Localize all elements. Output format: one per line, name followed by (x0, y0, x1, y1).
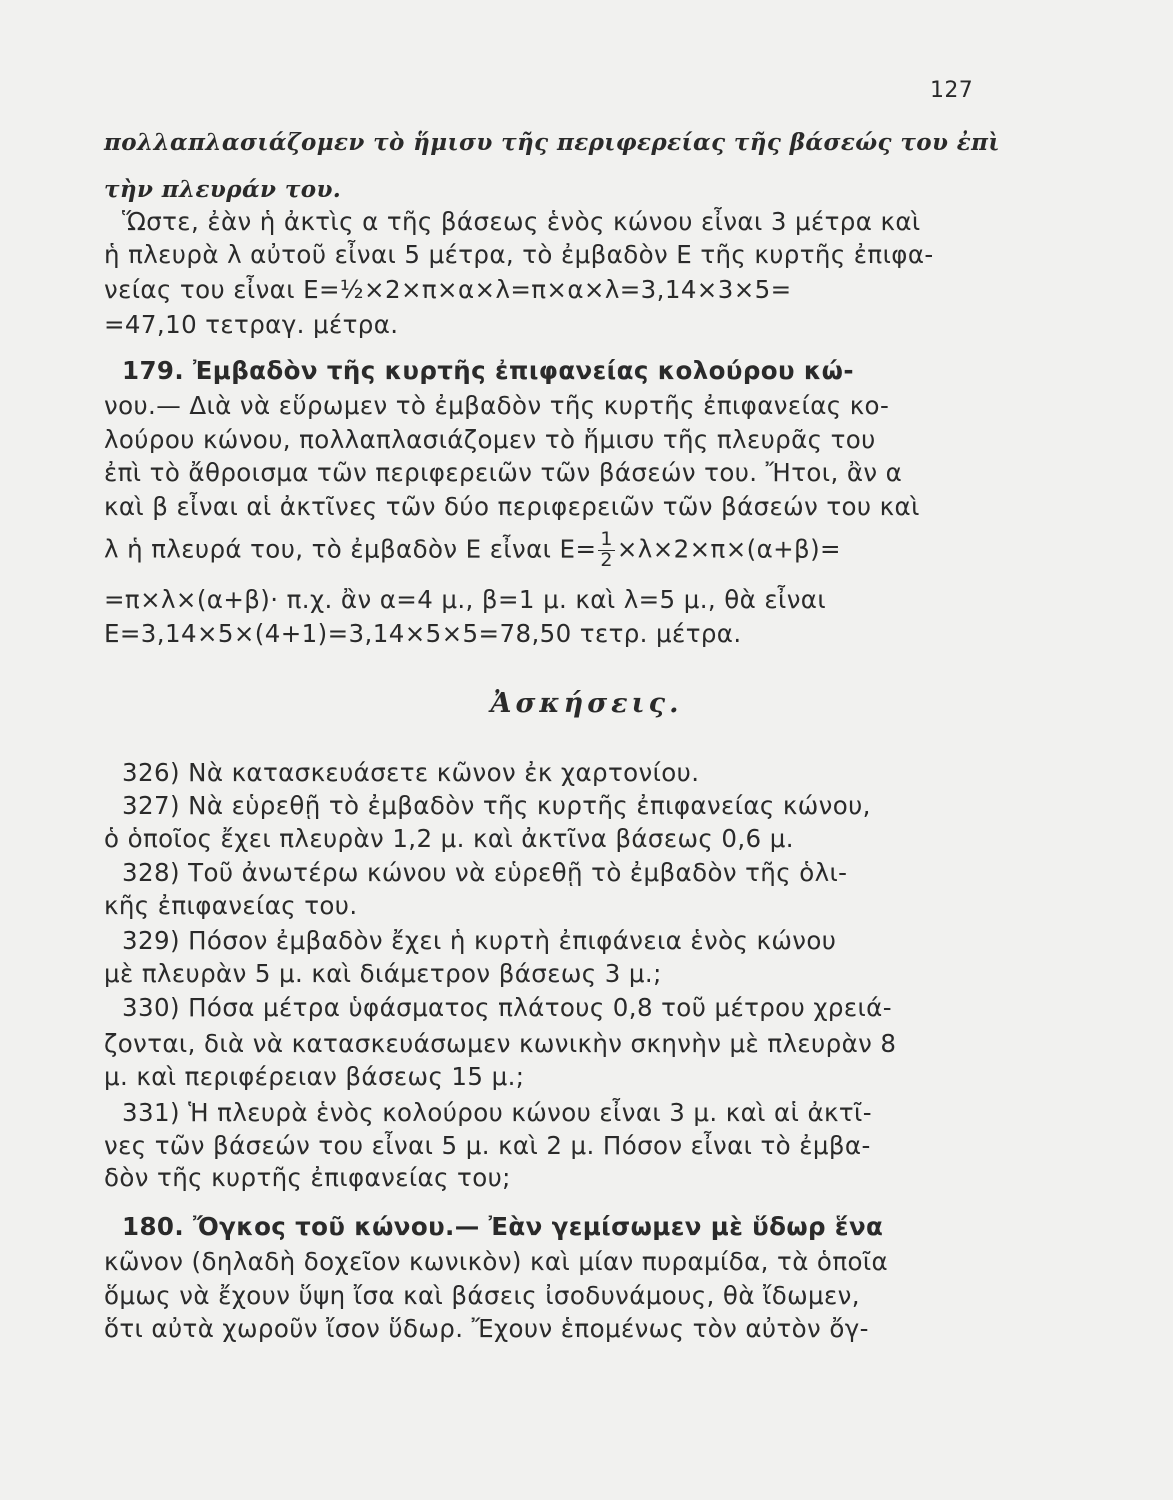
text-line: νες τῶν βάσεών του εἶναι 5 μ. καὶ 2 μ. Πόσον εἶναι τὸ ἐμβα- (104, 1131, 871, 1160)
exercise-327: 327) Νὰ εὑρεθῇ τὸ ἐμβαδὸν τῆς κυρτῆς ἐπιφανείας κώνου, (122, 791, 871, 820)
italic-text-line: πολλαπλασιάζομεν τὸ ἥμισυ τῆς περιφερείας τῆς βάσεώς του ἐπὶ (104, 129, 1000, 156)
text-line: ὅτι αὐτὰ χωροῦν ἴσον ὕδωρ. Ἔχουν ἑπομένως τὸν αὐτὸν ὄγ- (104, 1314, 869, 1343)
exercise-326: 326) Νὰ κατασκευάσετε κῶνον ἐκ χαρτονίου. (122, 758, 700, 787)
section-heading-180: 180. Ὄγκος τοῦ κώνου.— Ἐὰν γεμίσωμεν μὲ ὕδωρ ἕνα (122, 1212, 884, 1241)
formula-text: λ ἡ πλευρά του, τὸ ἐμβαδὸν Ε εἶναι Ε= (104, 534, 597, 564)
formula-line: =π×λ×(α+β)· π.χ. ἂν α=4 μ., β=1 μ. καὶ λ=5 μ., θὰ εἶναι (104, 585, 827, 614)
text-line: καὶ β εἶναι αἱ ἀκτῖνες τῶν δύο περιφερειῶν τῶν βάσεών του καὶ (104, 492, 920, 521)
text-line: ζονται, διὰ νὰ κατασκευάσωμεν κωνικὴν σκηνὴν μὲ πλευρὰν 8 (104, 1029, 897, 1058)
formula-line: Ε=3,14×5×(4+1)=3,14×5×5=78,50 τετρ. μέτρα. (104, 619, 742, 648)
text-line: ὅμως νὰ ἔχουν ὕψη ἴσα καὶ βάσεις ἰσοδυνάμους, θὰ ἴδωμεν, (104, 1281, 860, 1310)
text-line: ἐπὶ τὸ ἄθροισμα τῶν περιφερειῶν τῶν βάσεών του. Ἤτοι, ἂν α (104, 458, 903, 487)
exercise-328: 328) Τοῦ ἀνωτέρω κώνου νὰ εὑρεθῇ τὸ ἐμβαδὸν τῆς ὁλι- (122, 858, 848, 887)
text-line: Ὥστε, ἐὰν ἡ ἀκτὶς α τῆς βάσεως ἑνὸς κώνου εἶναι 3 μέτρα καὶ (122, 207, 921, 236)
text-line: μὲ πλευρὰν 5 μ. καὶ διάμετρον βάσεως 3 μ.; (104, 959, 662, 988)
fraction-numerator: 1 (600, 528, 613, 550)
text-line: ὁ ὁποῖος ἔχει πλευρὰν 1,2 μ. καὶ ἀκτῖνα βάσεως 0,6 μ. (104, 824, 794, 853)
text-line: λούρου κώνου, πολλαπλασιάζομεν τὸ ἥμισυ τῆς πλευρᾶς του (104, 425, 876, 454)
formula-line (104, 530, 841, 571)
text-line: κῆς ἐπιφανείας του. (104, 891, 358, 920)
text-line: κῶνον (δηλαδὴ δοχεῖον κωνικὸν) καὶ μίαν πυραμίδα, τὰ ὁποῖα (104, 1247, 889, 1276)
formula-text: ×λ×2×π×(α+β)= (616, 534, 841, 564)
fraction (598, 530, 615, 571)
text-line: =47,10 τετραγ. μέτρα. (104, 310, 399, 339)
page-number: 127 (930, 78, 974, 103)
text-line: μ. καὶ περιφέρειαν βάσεως 15 μ.; (104, 1062, 525, 1091)
text-line: ἡ πλευρὰ λ αὐτοῦ εἶναι 5 μέτρα, τὸ ἐμβαδὸν Ε τῆς κυρτῆς ἐπιφα- (104, 240, 934, 269)
text-line: δὸν τῆς κυρτῆς ἐπιφανείας του; (104, 1163, 511, 1192)
section-heading-179: 179. Ἐμβαδὸν τῆς κυρτῆς ἐπιφανείας κολούρου κώ- (122, 356, 854, 385)
exercise-331: 331) Ἡ πλευρὰ ἑνὸς κολούρου κώνου εἶναι 3 μ. καὶ αἱ ἀκτῖ- (122, 1098, 872, 1127)
exercise-330: 330) Πόσα μέτρα ὑφάσματος πλάτους 0,8 τοῦ μέτρου χρειά- (122, 993, 892, 1022)
exercise-329: 329) Πόσον ἐμβαδὸν ἔχει ἡ κυρτὴ ἐπιφάνεια ἑνὸς κώνου (122, 926, 837, 955)
exercises-heading: Ἀσκήσεις. (490, 688, 683, 719)
fraction-denominator: 2 (600, 548, 613, 571)
text-line: νου.— Διὰ νὰ εὕρωμεν τὸ ἐμβαδὸν τῆς κυρτῆς ἐπιφανείας κο- (104, 391, 890, 420)
italic-text-line: τὴν πλευράν του. (104, 176, 342, 203)
formula-line: νείας του εἶναι Ε=½×2×π×α×λ=π×α×λ=3,14×3×5= (104, 275, 792, 304)
